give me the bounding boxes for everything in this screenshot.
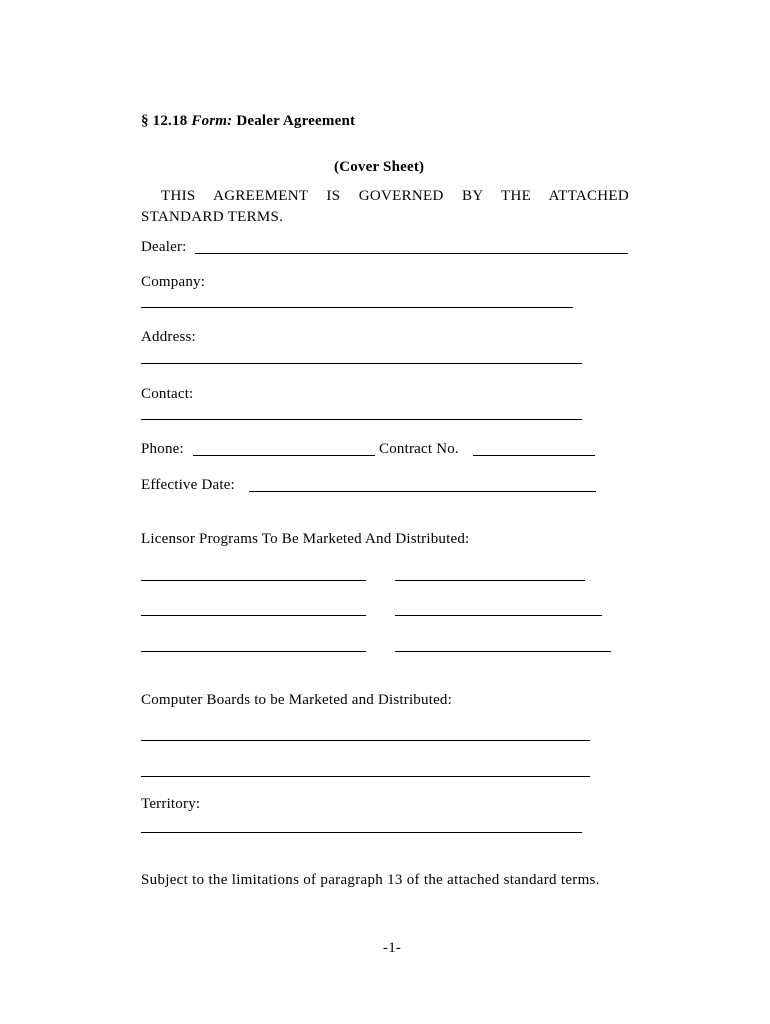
territory-label: Territory:	[141, 796, 201, 812]
effective-date-field[interactable]	[249, 491, 596, 492]
boards-field-2[interactable]	[141, 776, 590, 777]
address-label: Address:	[141, 329, 196, 345]
contact-field[interactable]	[141, 419, 582, 420]
form-label: Form:	[191, 113, 233, 129]
contract-no-field[interactable]	[473, 455, 595, 456]
page-number: -1-	[383, 940, 402, 956]
program-field-1[interactable]	[141, 580, 366, 581]
territory-field[interactable]	[141, 832, 582, 833]
cover-sheet-subtitle: (Cover Sheet)	[334, 159, 425, 175]
program-field-6[interactable]	[395, 651, 611, 652]
programs-label: Licensor Programs To Be Marketed And Distributed:	[141, 531, 470, 547]
phone-field[interactable]	[193, 455, 375, 456]
phone-label: Phone:	[141, 441, 184, 457]
effective-date-label: Effective Date:	[141, 477, 235, 493]
program-field-3[interactable]	[141, 615, 366, 616]
program-field-4[interactable]	[395, 615, 602, 616]
form-heading	[141, 112, 355, 130]
address-field[interactable]	[141, 363, 582, 364]
limitations-note: Subject to the limitations of paragraph 13 of the attached standard terms.	[141, 872, 600, 888]
boards-field-1[interactable]	[141, 740, 590, 741]
form-title: Dealer Agreement	[236, 113, 356, 129]
dealer-label: Dealer:	[141, 239, 187, 255]
boards-label: Computer Boards to be Marketed and Distributed:	[141, 692, 453, 708]
dealer-field[interactable]	[195, 253, 628, 254]
program-field-2[interactable]	[395, 580, 585, 581]
company-label: Company:	[141, 274, 206, 290]
company-field[interactable]	[141, 307, 573, 308]
intro-paragraph: THIS AGREEMENT IS GOVERNED BY THE ATTACHED STANDARD TERMS.	[141, 188, 629, 225]
contact-label: Contact:	[141, 386, 194, 402]
program-field-5[interactable]	[141, 651, 366, 652]
contract-no-label: Contract No.	[379, 441, 459, 457]
section-number: § 12.18	[141, 113, 188, 129]
